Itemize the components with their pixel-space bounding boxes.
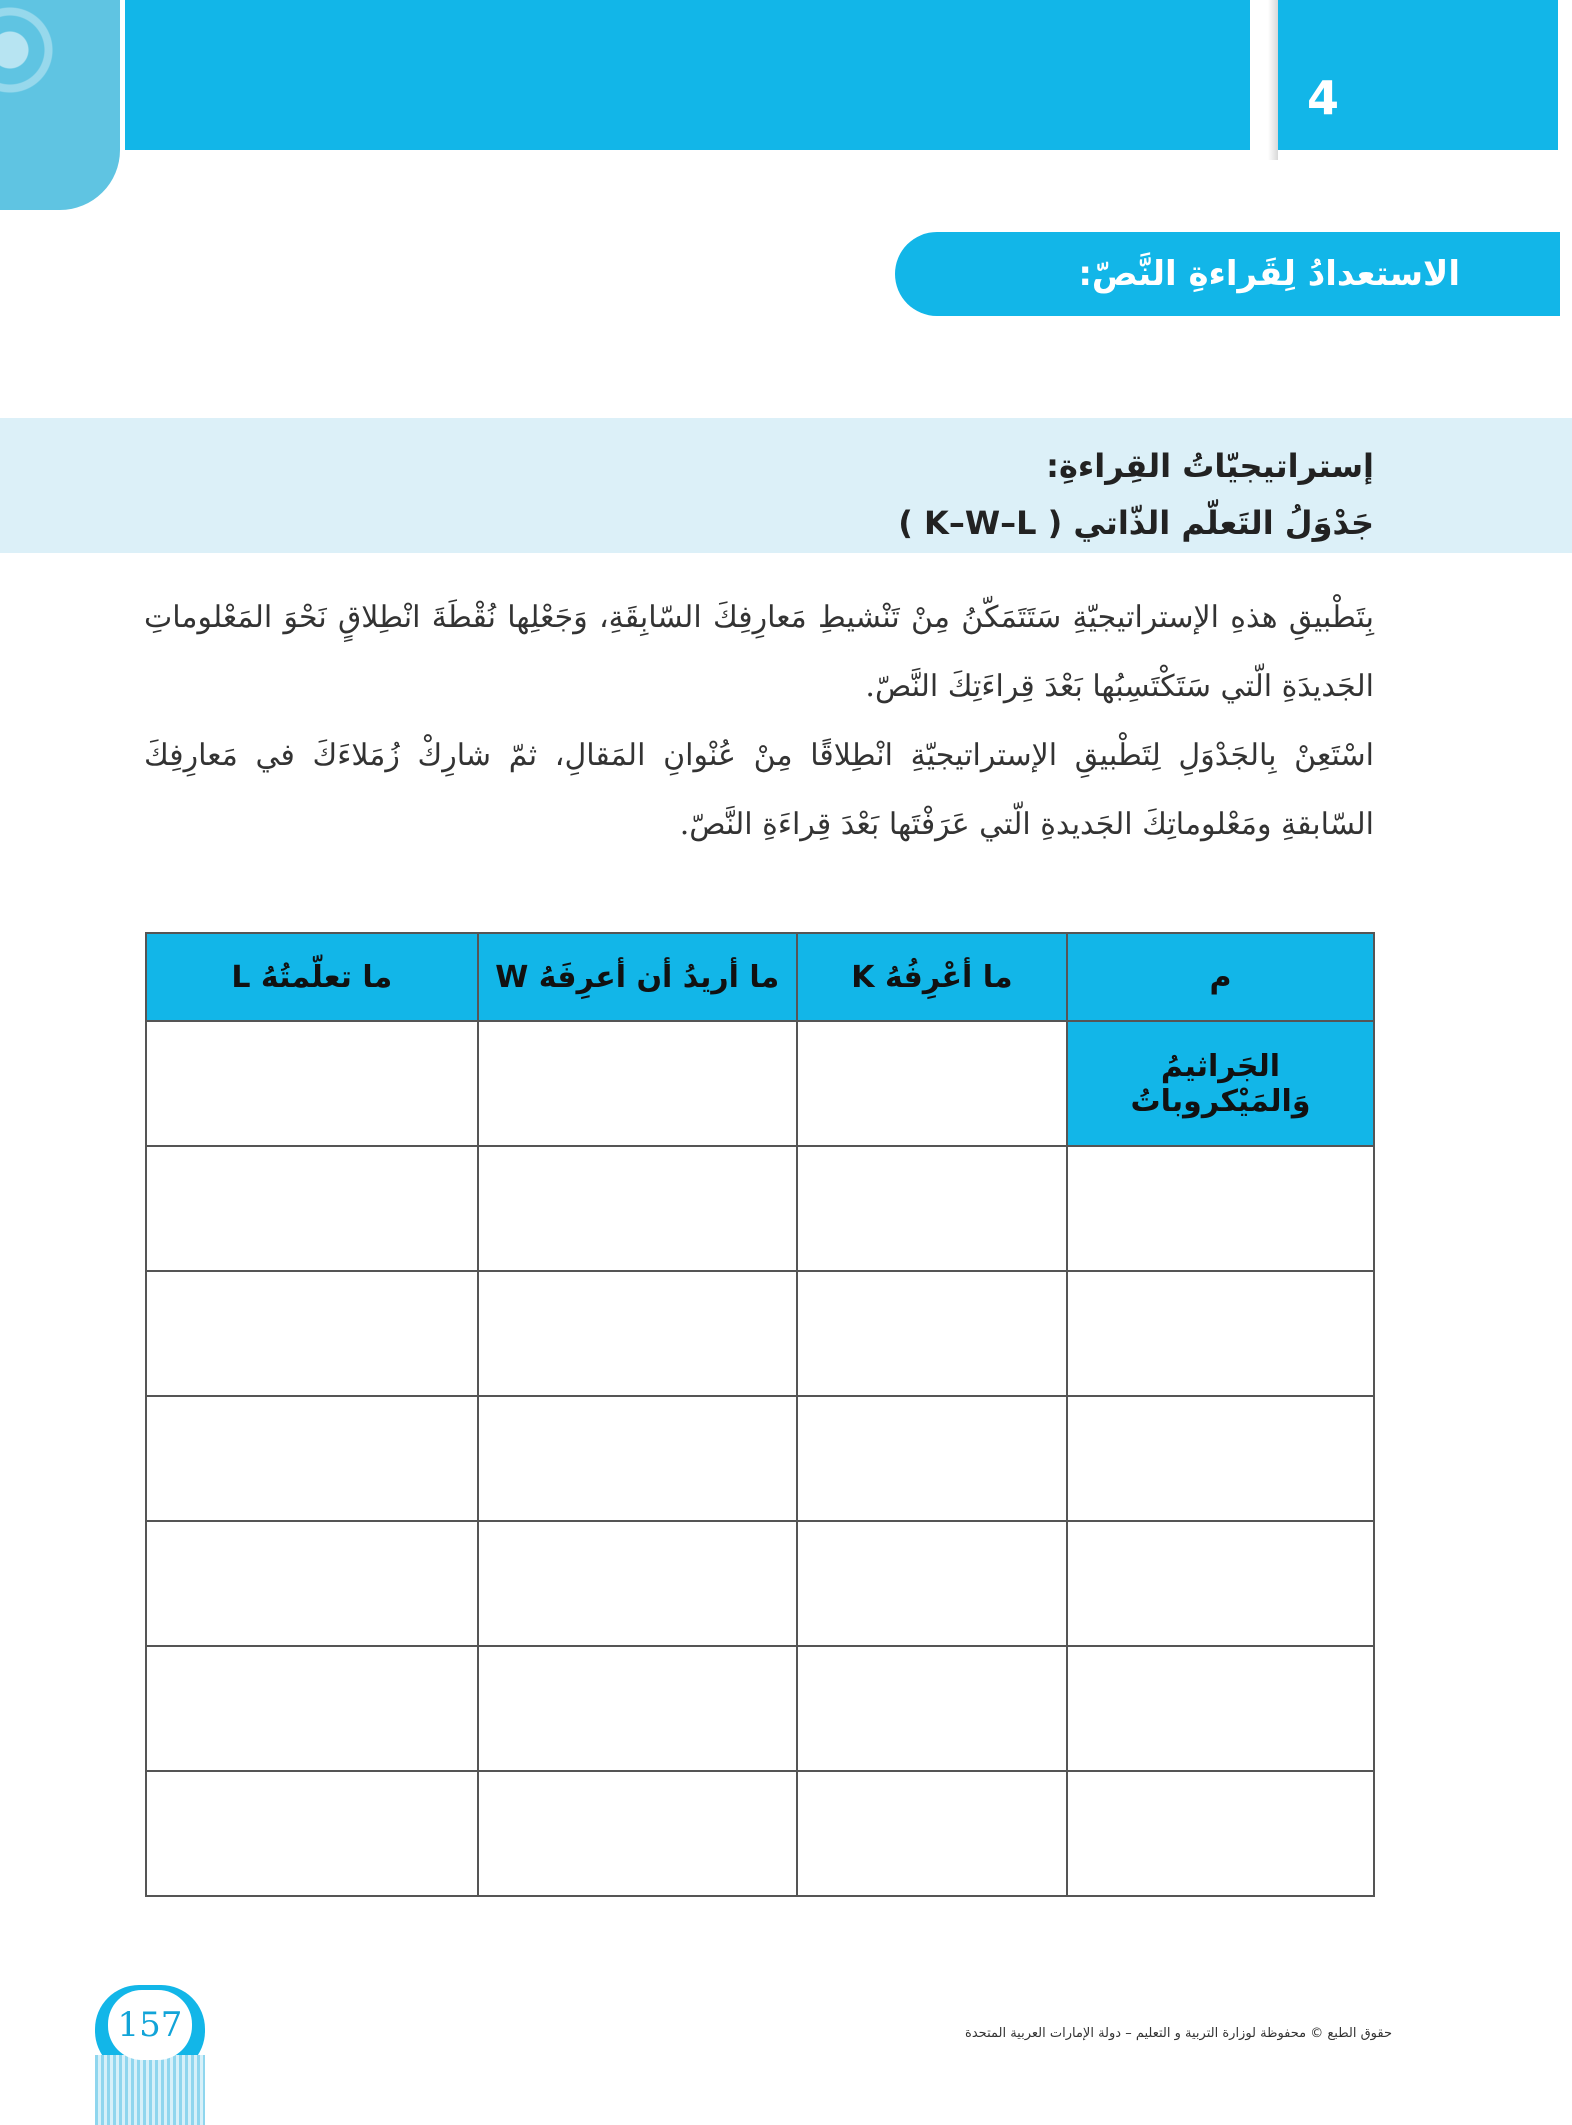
table-row <box>146 1271 1374 1396</box>
strategy-heading: إستراتيجيّاتُ القِراءةِ: <box>1046 447 1374 485</box>
header-learned: ما تعلّمتُهُ L <box>146 933 478 1021</box>
table-row <box>146 1396 1374 1521</box>
want-cell[interactable] <box>478 1146 797 1271</box>
know-cell[interactable] <box>797 1396 1067 1521</box>
index-cell[interactable] <box>1067 1646 1374 1771</box>
know-cell[interactable] <box>797 1271 1067 1396</box>
want-cell[interactable] <box>478 1021 797 1146</box>
corner-decoration <box>0 0 120 210</box>
know-cell[interactable] <box>797 1521 1067 1646</box>
learned-cell[interactable] <box>146 1646 478 1771</box>
know-cell[interactable] <box>797 1021 1067 1146</box>
want-cell[interactable] <box>478 1396 797 1521</box>
header-know: ما أعْرِفُهُ K <box>797 933 1067 1021</box>
table-header-row <box>146 933 1374 1021</box>
index-cell[interactable] <box>1067 1271 1374 1396</box>
page-badge-pattern <box>95 2055 205 2125</box>
index-cell[interactable] <box>1067 1521 1374 1646</box>
want-cell[interactable] <box>478 1521 797 1646</box>
know-cell[interactable] <box>797 1771 1067 1896</box>
kwl-table <box>145 932 1375 1897</box>
learned-cell[interactable] <box>146 1396 478 1521</box>
table-row <box>146 1521 1374 1646</box>
header-index: م <box>1067 933 1374 1021</box>
table-row <box>146 1771 1374 1896</box>
footer-copyright: حقوق الطبع © محفوظة لوزارة التربية و التعليم – دولة الإمارات العربية المتحدة <box>965 2026 1392 2041</box>
unit-number: 4 <box>1306 71 1339 125</box>
know-cell[interactable] <box>797 1646 1067 1771</box>
header-want: ما أريدُ أن أعرِفَهُ W <box>478 933 797 1021</box>
header-band <box>125 0 1250 150</box>
learned-cell[interactable] <box>146 1146 478 1271</box>
learned-cell[interactable] <box>146 1021 478 1146</box>
index-cell[interactable] <box>1067 1146 1374 1271</box>
want-cell[interactable] <box>478 1646 797 1771</box>
index-cell[interactable] <box>1067 1396 1374 1521</box>
page-number: 157 <box>108 1990 192 2060</box>
table-row <box>146 1021 1374 1146</box>
learned-cell[interactable] <box>146 1771 478 1896</box>
instruction-paragraph-2: اسْتَعِنْ بِالجَدْوَلِ لِتَطْبيقِ الإستراتيجيّةِ انْطِلاقًا مِنْ عُنْوانِ المَقالِ، ثمّ شارِكْ زُمَلاءَكَ في مَعارِفِكَ السّابقةِ ومَعْلوماتِكَ الجَديدةِ الّتي عَرَفْتَها بَعْدَ قِراءَةِ النَّصّ. <box>144 738 1374 842</box>
index-cell[interactable] <box>1067 1771 1374 1896</box>
topic-cell: الجَراثيمُ وَالمَيْكروباتُ <box>1067 1021 1374 1146</box>
section-title: الاستعدادُ لِقَراءةِ النَّصّ: <box>895 232 1560 316</box>
table-row <box>146 1146 1374 1271</box>
instruction-paragraph-1: بِتَطْبيقِ هذهِ الإستراتيجيّةِ سَتَتَمَكّنُ مِنْ تَنْشيطِ مَعارِفِكَ السّابِقَةِ، وَجَعْلِها نُقْطَةَ انْطِلاقٍ نَحْوَ المَعْلوماتِ الجَديدَةِ الّتي سَتَكْتَسِبُها بَعْدَ قِراءَتِكَ النَّصّ. <box>144 600 1374 704</box>
learned-cell[interactable] <box>146 1521 478 1646</box>
know-cell[interactable] <box>797 1146 1067 1271</box>
learned-cell[interactable] <box>146 1271 478 1396</box>
strategy-subheading: جَدْوَلُ التَعلّم الذّاتي ( K–W–L ) <box>898 504 1374 542</box>
want-cell[interactable] <box>478 1771 797 1896</box>
want-cell[interactable] <box>478 1271 797 1396</box>
header-gap-shadow <box>1268 0 1278 160</box>
table-row <box>146 1646 1374 1771</box>
